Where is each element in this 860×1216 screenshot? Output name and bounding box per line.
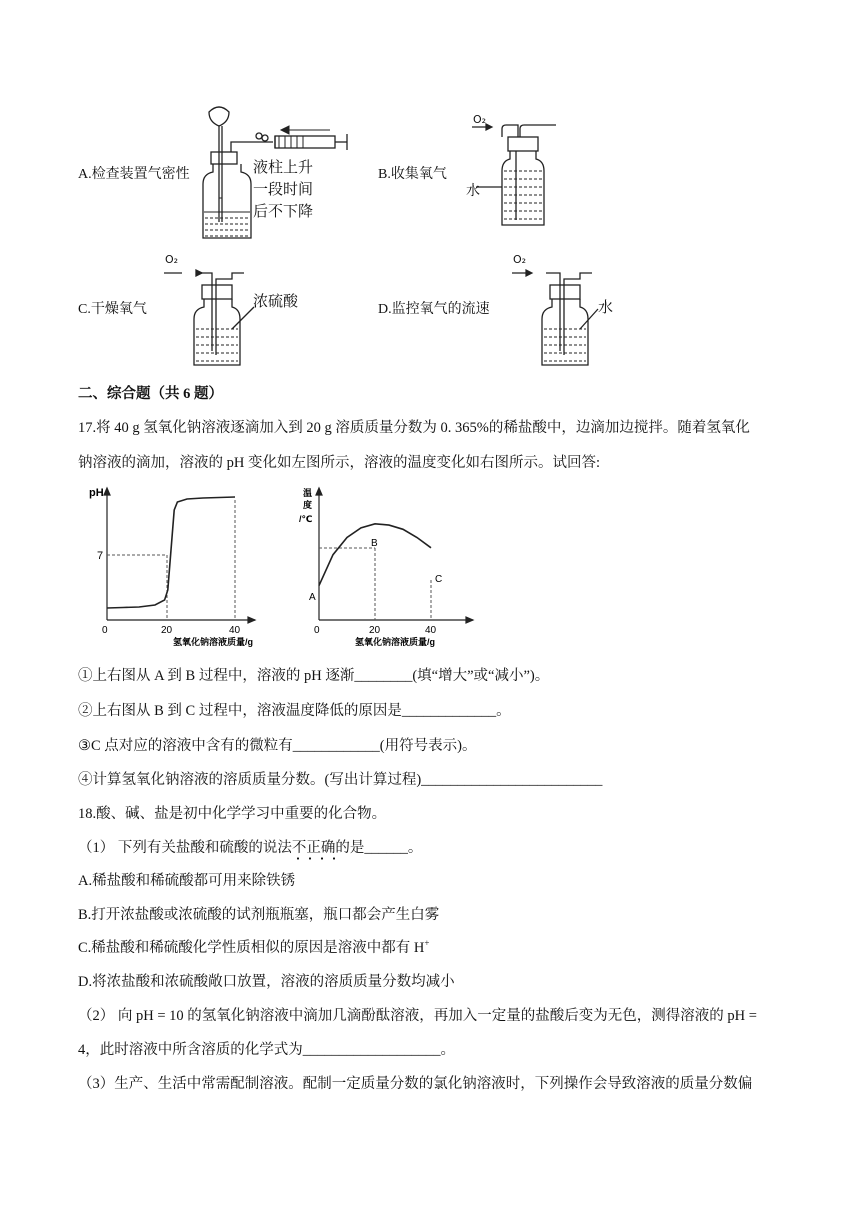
apparatus-a-note xyxy=(253,156,313,222)
q18-option-c-sup: + xyxy=(424,938,430,949)
q18-part-1-prefix: （1） 下列有关盐酸和硫酸的说法 xyxy=(78,840,292,856)
q18-part-1-suffix: 的是______。 xyxy=(335,840,423,856)
temp-xtick-40: 40 xyxy=(425,625,437,636)
q18-option-c xyxy=(78,936,429,957)
temp-ylabel-1: 温 xyxy=(303,488,313,498)
temp-point-b: B xyxy=(371,538,378,549)
ph-xtick-40: 40 xyxy=(229,625,241,636)
q17-sub-1: ①上右图从 A 到 B 过程中，溶液的 pH 逐渐________(填“增大”或“减小”)。 xyxy=(78,668,550,684)
ph-xtick-20: 20 xyxy=(161,625,173,636)
option-c-text: C.干燥氧气 xyxy=(78,302,147,317)
q17-sub-3: ③C 点对应的溶液中含有的微粒有____________(用符号表示)。 xyxy=(78,738,477,754)
option-d-text: D.监控氧气的流速 xyxy=(378,302,490,317)
q18-part-1 xyxy=(78,836,422,857)
q18-option-b: B.打开浓盐酸或浓硫酸的试剂瓶瓶塞，瓶口都会产生白雾 xyxy=(78,907,440,923)
q18-part-2-line-2: 4，此时溶液中所含溶质的化学式为___________________。 xyxy=(78,1042,455,1058)
q18-option-a: A.稀盐酸和稀硫酸都可用来除铁锈 xyxy=(78,873,296,889)
water-label-d: 水 xyxy=(598,298,614,316)
water-label-b: 水 xyxy=(466,183,480,199)
option-a-text: A.检查装置气密性 xyxy=(78,167,190,182)
q18-part-2-line-1: （2） 向 pH = 10 的氢氧化钠溶液中滴加几滴酚酞溶液，再加入一定量的盐酸后变为无色，测得溶液的 pH = xyxy=(78,1008,757,1024)
apparatus-d-figure xyxy=(510,255,610,367)
ph-curve xyxy=(107,497,235,608)
q18-stem: 18.酸、碱、盐是初中化学学习中重要的化合物。 xyxy=(78,806,387,822)
temp-ylabel-2: 度 xyxy=(303,500,313,510)
apparatus-c-figure xyxy=(162,255,262,367)
ph-ylabel: pH xyxy=(89,487,104,499)
section-title: 二、综合题（共 6 题） xyxy=(78,386,223,402)
note-line-1: 液柱上升 xyxy=(253,158,314,176)
note-line-3: 后不下降 xyxy=(253,202,314,220)
apparatus-b-figure xyxy=(470,115,560,230)
q18-option-c-text: C.稀盐酸和稀硫酸化学性质相似的原因是溶液中都有 H xyxy=(78,940,425,956)
ph-ytick-7: 7 xyxy=(97,550,104,562)
q17-sub-2: ②上右图从 B 到 C 过程中，溶液温度降低的原因是_____________。 xyxy=(78,703,511,719)
ph-chart xyxy=(85,482,285,652)
o2-label-c: O₂ xyxy=(165,253,179,266)
temp-xlabel: 氢氧化钠溶液质量/g xyxy=(355,637,435,647)
temp-xtick-0: 0 xyxy=(314,625,320,636)
q18-option-d: D.将浓盐酸和浓硫酸敞口放置，溶液的溶质质量分数均减小 xyxy=(78,974,455,990)
q18-part-1-emphasis: 不正确 xyxy=(292,840,336,860)
option-b-text: B.收集氧气 xyxy=(378,167,447,182)
q17-stem-line-1: 17.将 40 g 氢氧化钠溶液逐滴加入到 20 g 溶质质量分数为 0. 365%的稀盐酸中，边滴加边搅拌。随着氢氧化 xyxy=(78,420,750,436)
ph-xtick-0: 0 xyxy=(102,625,108,636)
acid-label-c: 浓硫酸 xyxy=(253,292,299,310)
note-line-2: 一段时间 xyxy=(253,180,314,198)
q17-sub-4: ④计算氢氧化钠溶液的溶质质量分数。(写出计算过程)_________________________ xyxy=(78,772,603,788)
temp-point-c: C xyxy=(435,574,443,585)
temp-xtick-20: 20 xyxy=(369,625,381,636)
o2-label-b: O₂ xyxy=(473,113,487,126)
q17-stem-line-2: 钠溶液的滴加，溶液的 pH 变化如左图所示，溶液的温度变化如右图所示。试回答: xyxy=(78,455,600,471)
temp-chart xyxy=(295,482,505,652)
q18-part-3: （3）生产、生活中常需配制溶液。配制一定质量分数的氯化钠溶液时，下列操作会导致溶液的质量分数偏 xyxy=(78,1076,753,1092)
temp-ylabel-3: /℃ xyxy=(299,514,313,524)
ph-xlabel: 氢氧化钠溶液质量/g xyxy=(173,637,253,647)
o2-label-d: O₂ xyxy=(513,253,527,266)
temp-point-a: A xyxy=(309,592,316,603)
